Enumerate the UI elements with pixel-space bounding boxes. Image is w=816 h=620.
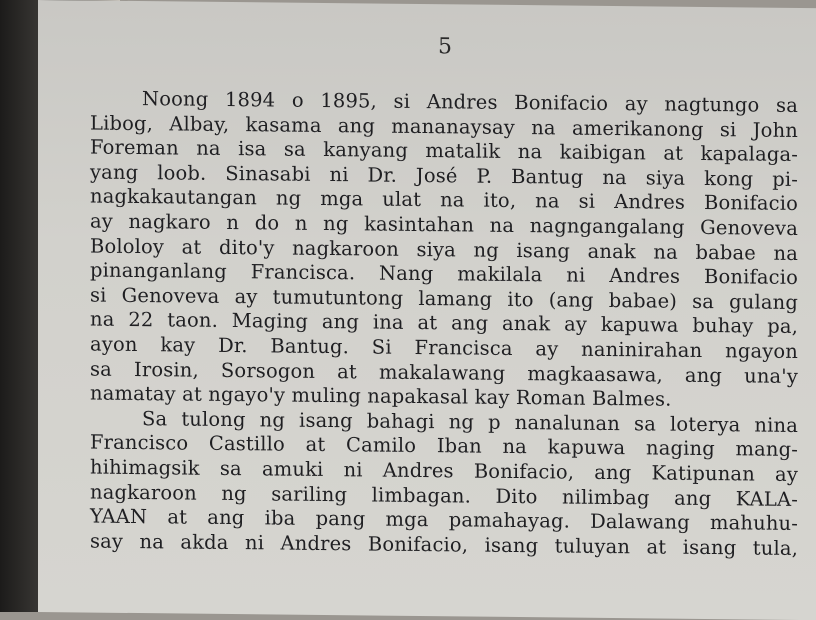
- text-line: pinanganlang Francisca. Nang makilala ni Andres Bonifacio: [90, 258, 798, 290]
- text-line: na 22 taon. Maging ang ina at ang anak ay kapuwa buhay pa,: [90, 307, 798, 339]
- text-line: say na akda ni Andres Bonifacio, isang tuluyan at isang tula,: [90, 529, 798, 560]
- text-line: Foreman na isa sa kanyang matalik na kaibigan at kapalaga-: [90, 135, 798, 167]
- text-line: Noong 1894 o 1895, si Andres Bonifacio ay nagtungo sa: [142, 87, 798, 117]
- book-page: [38, 0, 816, 620]
- paragraph-2: [90, 406, 798, 561]
- text-line: nagkaroon ng sariling limbagan. Dito nilimbag ang KALA-: [90, 480, 798, 511]
- text-line: ayon kay Dr. Bantug. Si Francisca ay naninirahan ngayon: [90, 332, 798, 363]
- text-line: Libog, Albay, kasama ang mananaysay na amerikanong si John: [90, 111, 798, 142]
- text-line: Sa tulong ng isang bahagi ng p nanalunan sa loterya nina: [142, 406, 798, 437]
- text-line: yang loob. Sinasabi ni Dr. José P. Bantug na siya kong pi-: [90, 160, 798, 191]
- page-text: [90, 87, 798, 562]
- text-line: namatay at ngayo'y muling napakasal kay Roman Balmes.: [90, 381, 672, 411]
- text-line: sa Irosin, Sorsogon at makalawang magkaasawa, ang una'y: [90, 357, 798, 388]
- paragraph-1: [90, 87, 798, 414]
- text-line: Francisco Castillo at Camilo Iban na kapuwa naging mang-: [90, 430, 798, 462]
- text-line: si Genoveva ay tumutuntong lamang ito (ang babae) sa gulang: [90, 283, 798, 314]
- page-number: 5: [438, 34, 452, 60]
- text-line: nagkakautangan ng mga ulat na ito, na si Andres Bonifacio: [90, 184, 798, 216]
- text-line: hihimagsik sa amuki ni Andres Bonifacio, ang Katipunan ay: [90, 455, 798, 486]
- text-line: YAAN at ang iba pang mga pamahayag. Dalawang mahuhu-: [90, 504, 798, 536]
- text-line: Bololoy at dito'y nagkaroon siya ng isang anak na babae na: [90, 234, 798, 265]
- text-line: ay nagkaro n do n ng kasintahan na nagngangalang Genoveva: [90, 209, 798, 240]
